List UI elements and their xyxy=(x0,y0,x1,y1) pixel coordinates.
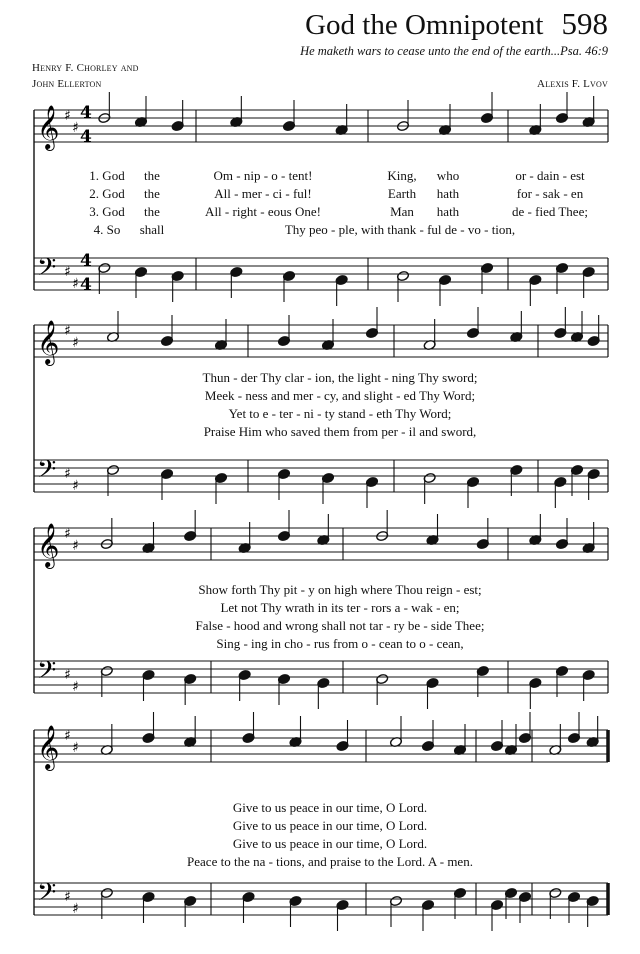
bass-clef-icon: 𝄢 xyxy=(37,878,57,913)
lyric-s4-v4: Peace to the na - tions, and praise to the Lord. A - men. xyxy=(187,854,473,869)
lyric-s1-v4-c1: 4. So xyxy=(93,222,121,237)
time-signature-top: 4 xyxy=(80,103,92,123)
time-signature-bottom: 4 xyxy=(80,127,92,147)
hymn-title-text: God the Omnipotent xyxy=(305,9,544,41)
lyric-s1-v1-c4: King, xyxy=(387,168,417,183)
key-sharp-icon: ♯ xyxy=(72,538,79,554)
lyric-s1-v3-c1: 3. God xyxy=(89,204,125,219)
lyric-s2-v3: Yet to e - ter - ni - ty stand - eth Thy Word; xyxy=(228,406,452,421)
lyric-s1-v1-c5: who xyxy=(436,168,460,183)
scripture-reference: He maketh wars to cease unto the end of the earth...Psa. 46:9 xyxy=(300,44,608,58)
key-sharp-icon: ♯ xyxy=(64,728,71,744)
key-sharp-icon: ♯ xyxy=(64,667,71,683)
lyric-s2-v2: Meek - ness and mer - cy, and slight - ed Thy Word; xyxy=(204,388,476,403)
key-sharp-icon: ♯ xyxy=(72,276,79,292)
treble-clef-icon: 𝄞 xyxy=(37,320,60,364)
treble-clef-icon: 𝄞 xyxy=(37,725,60,769)
time-signature-bottom: 4 xyxy=(80,275,92,295)
composer-credit: Alexis F. Lvov xyxy=(537,78,608,90)
key-sharp-icon: ♯ xyxy=(64,264,71,280)
lyric-s1-v2-c1: 2. God xyxy=(89,186,125,201)
bass-clef-icon: 𝄢 xyxy=(37,455,57,490)
lyric-s1-v3-c5: hath xyxy=(436,204,460,219)
key-sharp-icon: ♯ xyxy=(72,679,79,695)
lyric-s1-v1-c2: the xyxy=(144,168,160,183)
key-sharp-icon: ♯ xyxy=(64,889,71,905)
key-sharp-icon: ♯ xyxy=(64,323,71,339)
lyric-s3-v4: Sing - ing in cho - rus from o - cean to o - cean, xyxy=(216,636,464,651)
treble-clef-icon: 𝄞 xyxy=(37,105,60,149)
lyric-s1-v2-c3: All - mer - ci - ful! xyxy=(214,186,312,201)
lyric-s1-v2-c5: hath xyxy=(436,186,460,201)
bass-clef-icon: 𝄢 xyxy=(37,253,57,288)
treble-clef-icon: 𝄞 xyxy=(37,523,60,567)
key-sharp-icon: ♯ xyxy=(72,740,79,756)
lyric-s3-v3: False - hood and wrong shall not tar - ry be - side Thee; xyxy=(195,618,485,633)
lyric-s1-v3-c3: All - right - eous One! xyxy=(205,204,321,219)
key-sharp-icon: ♯ xyxy=(72,901,79,917)
lyric-s4-v2: Give to us peace in our time, O Lord. xyxy=(232,818,428,833)
key-sharp-icon: ♯ xyxy=(72,335,79,351)
lyric-s1-v1-c6: or - dain - est xyxy=(515,168,585,183)
time-signature-top: 4 xyxy=(80,251,92,271)
author-credit-line2: John Ellerton xyxy=(32,78,102,90)
lyric-s1-v2-c4: Earth xyxy=(387,186,417,201)
key-sharp-icon: ♯ xyxy=(64,526,71,542)
author-credit-line1: Henry F. Chorley and xyxy=(32,62,139,74)
lyric-s1-v3-c2: the xyxy=(144,204,160,219)
key-sharp-icon: ♯ xyxy=(72,478,79,494)
lyric-s1-v2-c6: for - sak - en xyxy=(516,186,584,201)
lyric-s1-v1-c3: Om - nip - o - tent! xyxy=(213,168,313,183)
lyric-s1-v3-c4: Man xyxy=(390,204,414,219)
hymn-number: 598 xyxy=(561,6,608,41)
lyric-s4-v3: Give to us peace in our time, O Lord. xyxy=(232,836,428,851)
lyric-s1-v2-c2: the xyxy=(144,186,160,201)
lyric-s1-v4-c3: Thy peo - ple, with thank - ful de - vo - tion, xyxy=(284,222,516,237)
lyric-s2-v4: Praise Him who saved them from per - il and sword, xyxy=(203,424,477,439)
lyric-s3-v2: Let not Thy wrath in its ter - rors a - wak - en; xyxy=(220,600,460,615)
key-sharp-icon: ♯ xyxy=(72,120,79,136)
key-sharp-icon: ♯ xyxy=(64,108,71,124)
lyric-s2-v1: Thun - der Thy clar - ion, the light - ning Thy sword; xyxy=(202,370,478,385)
lyric-s1-v1-c1: 1. God xyxy=(89,168,125,183)
lyric-s3-v1: Show forth Thy pit - y on high where Thou reign - est; xyxy=(198,582,482,597)
lyric-s4-v1: Give to us peace in our time, O Lord. xyxy=(232,800,428,815)
key-sharp-icon: ♯ xyxy=(64,466,71,482)
lyric-s1-v3-c6: de - fied Thee; xyxy=(512,204,588,219)
lyric-s1-v4-c2: shall xyxy=(139,222,165,237)
bass-clef-icon: 𝄢 xyxy=(37,656,57,691)
